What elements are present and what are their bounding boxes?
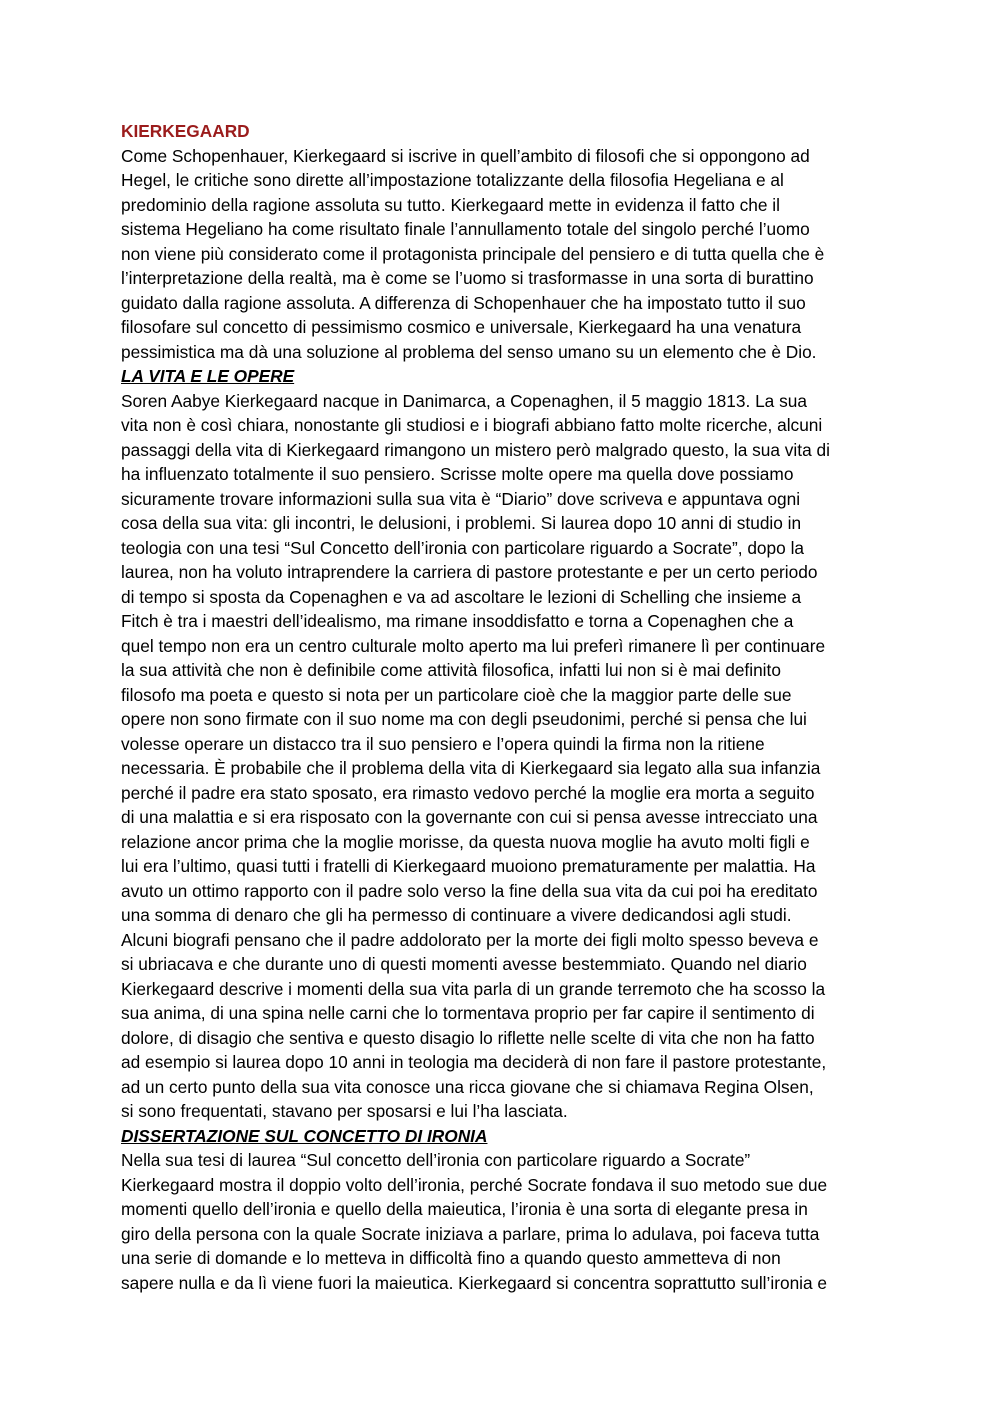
section-heading-vita-opere: LA VITA E LE OPERE — [121, 366, 295, 386]
text-line: sicuramente trovare informazioni sulla sua vita è “Diario” dove scriveva e appuntava ogni — [121, 488, 801, 509]
document-page — [121, 119, 883, 1295]
section-heading-ironia: DISSERTAZIONE SUL CONCETTO DI IRONIA — [121, 1125, 488, 1146]
text-line: Come Schopenhauer, Kierkegaard si iscrive in quell’ambito di filosofi che si oppongono ad — [121, 145, 810, 166]
text-line: giro della persona con la quale Socrate iniziava a parlare, prima lo adulava, poi faceva tutta — [121, 1223, 820, 1244]
text-line: di una malattia e si era risposato con la governante con cui si pensa avesse intrecciato una — [121, 807, 818, 827]
text-line: l’interpretazione della realtà, ma è come se l’uomo si trasformasse in una sorta di burattino — [121, 268, 814, 288]
text-line: passaggi della vita di Kierkegaard rimangono un mistero però malgrado questo, la sua vita di — [121, 439, 830, 460]
text-line: sapere nulla e da lì viene fuori la maieutica. Kierkegaard si concentra soprattutto sull’ironia e — [121, 1272, 828, 1293]
text-line: Alcuni biografi pensano che il padre addolorato per la morte dei figli molto spesso beveva e — [121, 929, 819, 950]
ironia-paragraph — [121, 1148, 883, 1295]
text-line: ad esempio si laurea dopo 10 anni in teologia ma deciderà di non fare il pastore protestante, — [121, 1052, 827, 1072]
text-line: avuto un ottimo rapporto con il padre solo verso la fine della sua vita da cui poi ha ereditato — [121, 880, 818, 901]
text-line: Soren Aabye Kierkegaard nacque in Danimarca, a Copenaghen, il 5 maggio 1813. La sua — [121, 390, 807, 411]
vita-opere-paragraph — [121, 389, 883, 1124]
text-line: una serie di domande e lo metteva in difficoltà fino a quando questo ammetteva di non — [121, 1248, 781, 1268]
text-line: non viene più considerato come il protagonista principale del pensiero e di tutta quella che è — [121, 243, 825, 264]
text-line: Kierkegaard mostra il doppio volto dell’ironia, perché Socrate fondava il suo metodo sue due — [121, 1174, 828, 1195]
text-line: perché il padre era stato sposato, era rimasto vedovo perché la moglie era morta a seguito — [121, 782, 815, 803]
text-line: necessaria. È probabile che il problema della vita di Kierkegaard sia legato alla sua infanzia — [121, 758, 821, 778]
intro-paragraph — [121, 144, 883, 365]
text-line: cosa della sua vita: gli incontri, le delusioni, i problemi. Si laurea dopo 10 anni di studio in — [121, 513, 802, 533]
text-line: opere non sono firmate con il suo nome ma con degli pseudonimi, perché si pensa che lui — [121, 709, 807, 729]
text-line: di tempo si sposta da Copenaghen e va ad ascoltare le lezioni di Schelling che insieme a — [121, 586, 802, 607]
text-line: Nella sua tesi di laurea “Sul concetto dell’ironia con particolare riguardo a Socrate” — [121, 1150, 751, 1170]
text-line: quel tempo non era un centro culturale molto aperto ma lui preferì rimanere lì per continuare — [121, 635, 826, 656]
text-line: filosofo ma poeta e questo si nota per un particolare cioè che la maggior parte delle sue — [121, 684, 792, 705]
text-line: dolore, di disagio che sentiva e questo disagio lo riflette nelle scelte di vita che non ha fatto — [121, 1027, 815, 1048]
text-line: predominio della ragione assoluta su tutto. Kierkegaard mette in evidenza il fatto che il — [121, 194, 780, 215]
text-line: guidato dalla ragione assoluta. A differenza di Schopenhauer che ha impostato tutto il suo — [121, 292, 806, 313]
text-line: si sono frequentati, stavano per sposarsi e lui l’ha lasciata. — [121, 1101, 568, 1121]
text-line: volesse operare un distacco tra il suo pensiero e l’opera quindi la firma non la ritiene — [121, 733, 765, 754]
text-line: filosofare sul concetto di pessimismo cosmico e universale, Kierkegaard ha una venatura — [121, 317, 802, 337]
text-line: ad un certo punto della sua vita conosce una ricca giovane che si chiamava Regina Olsen, — [121, 1076, 814, 1097]
text-line: pessimistica ma dà una soluzione al problema del senso umano su un elemento che è Dio. — [121, 341, 817, 362]
text-line: laurea, non ha voluto intraprendere la carriera di pastore protestante e per un certo periodo — [121, 562, 818, 582]
text-line: ha influenzato totalmente il suo pensiero. Scrisse molte opere ma quella dove possiamo — [121, 464, 794, 484]
text-line: Kierkegaard descrive i momenti della sua vita parla di un grande terremoto che ha scosso la — [121, 978, 826, 999]
document-title: KIERKEGAARD — [121, 121, 250, 141]
text-line: Fitch è tra i maestri dell’idealismo, ma rimane insoddisfatto e torna a Copenaghen che a — [121, 611, 794, 631]
text-line: lui era l’ultimo, quasi tutti i fratelli di Kierkegaard muoiono prematuramente per malattia. Ha — [121, 856, 816, 876]
text-line: momenti quello dell’ironia e quello della maieutica, l’ironia è una sorta di elegante presa in — [121, 1199, 808, 1219]
text-line: sua anima, di una spina nelle carni che lo tormentava proprio per far capire il sentimento di — [121, 1003, 815, 1023]
text-line: sistema Hegeliano ha come risultato finale l’annullamento totale del singolo perché l’uomo — [121, 219, 810, 239]
text-line: la sua attività che non è definibile come attività filosofica, infatti lui non si è mai definito — [121, 660, 781, 680]
text-line: teologia con una tesi “Sul Concetto dell’ironia con particolare riguardo a Socrate”, dopo la — [121, 537, 805, 558]
text-line: si ubriacava e che durante uno di questi momenti avesse bestemmiato. Quando nel diario — [121, 954, 807, 974]
text-line: relazione ancor prima che la moglie morisse, da questa nuova moglie ha avuto molti figli e — [121, 831, 810, 852]
text-line: una somma di denaro che gli ha permesso di continuare a vivere dedicandosi agli studi. — [121, 905, 792, 925]
text-line: Hegel, le critiche sono dirette all’impostazione totalizzante della filosofia Hegeliana e al — [121, 170, 784, 190]
text-line: vita non è così chiara, nonostante gli studiosi e i biografi abbiano fatto molte ricerche, alcuni — [121, 415, 823, 435]
